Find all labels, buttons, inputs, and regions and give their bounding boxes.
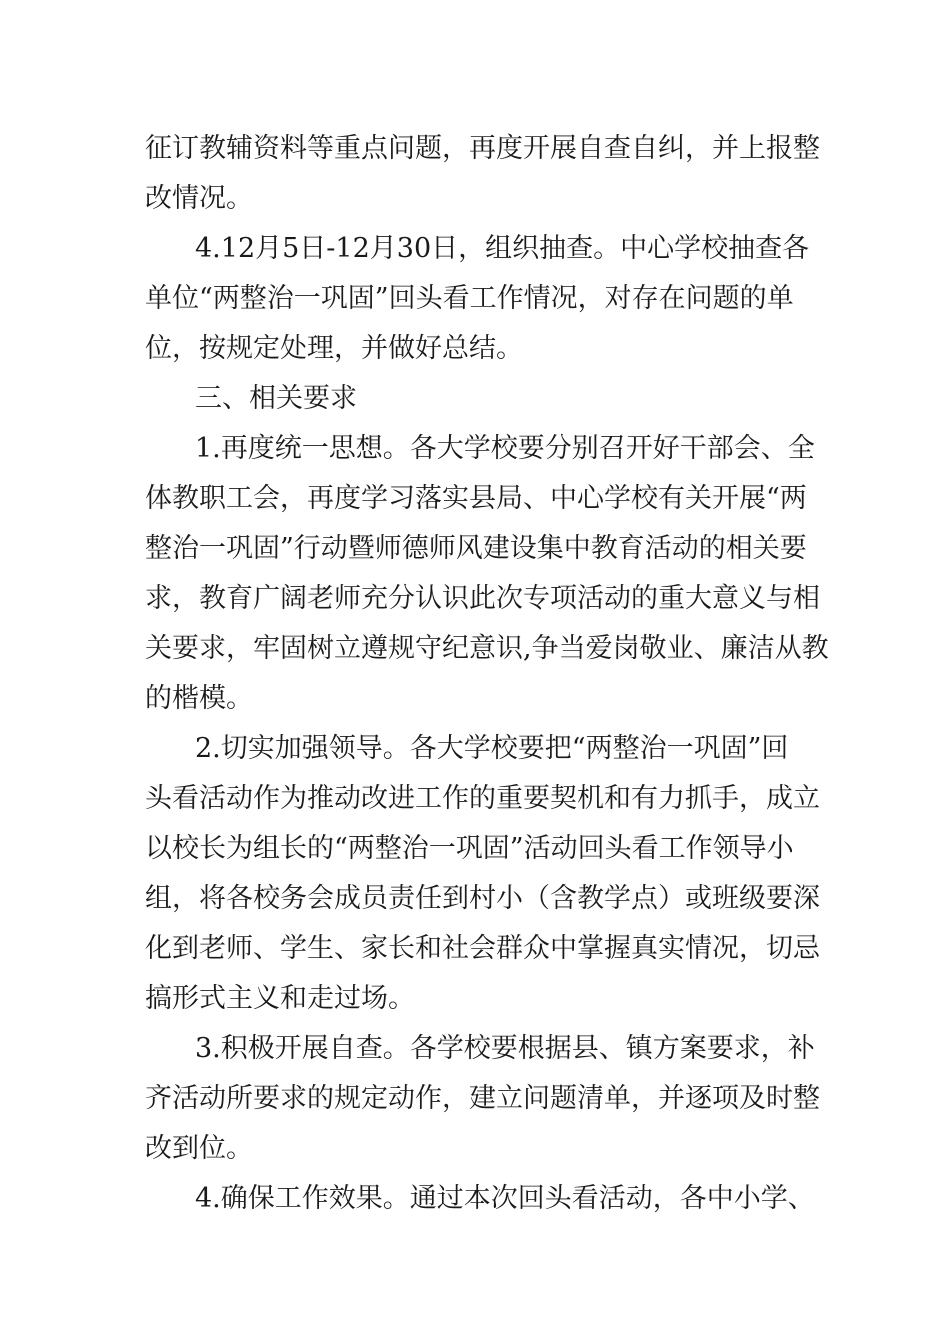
text-line: 4.12月5日-12月30日，组织抽查。中心学校抽查各 bbox=[195, 233, 810, 264]
text-line: 以校长为组长的“两整治一巩固”活动回头看工作领导小 bbox=[145, 833, 794, 864]
text-line: 求，教育广阔老师充分认识此次专项活动的重大意义与相 bbox=[145, 583, 820, 614]
text-line: 4.确保工作效果。通过本次回头看活动，各中小学、 bbox=[195, 1183, 815, 1214]
text-line: 3.积极开展自查。各学校要根据县、镇方案要求，补 bbox=[195, 1033, 815, 1064]
text-line: 组，将各校务会成员责任到村小（含教学点）或班级要深 bbox=[145, 883, 820, 914]
text-line: 体教职工会，再度学习落实县局、中心学校有关开展“两 bbox=[145, 483, 807, 514]
text-line: 头看活动作为推动改进工作的重要契机和有力抓手，成立 bbox=[145, 783, 820, 814]
text-line: 的楷模。 bbox=[145, 683, 253, 714]
text-line: 搞形式主义和走过场。 bbox=[145, 983, 415, 1014]
text-line: 齐活动所要求的规定动作，建立问题清单，并逐项及时整 bbox=[145, 1083, 820, 1114]
text-line: 1.再度统一思想。各大学校要分别召开好干部会、全 bbox=[195, 433, 815, 464]
text-line: 改到位。 bbox=[145, 1133, 253, 1164]
text-line: 2.切实加强领导。各大学校要把“两整治一巩固”回 bbox=[195, 733, 789, 764]
text-line: 单位“两整治一巩固”回头看工作情况，对存在问题的单 bbox=[145, 283, 794, 314]
text-line: 位，按规定处理，并做好总结。 bbox=[145, 333, 523, 364]
text-line: 整治一巩固”行动暨师德师风建设集中教育活动的相关要 bbox=[145, 533, 807, 564]
text-line: 征订教辅资料等重点问题，再度开展自查自纠，并上报整 bbox=[145, 133, 820, 164]
text-line: 改情况。 bbox=[145, 183, 253, 214]
text-line: 化到老师、学生、家长和社会群众中掌握真实情况，切忌 bbox=[145, 933, 820, 964]
section-heading: 三、相关要求 bbox=[195, 383, 357, 414]
text-line: 关要求，牢固树立遵规守纪意识,争当爱岗敬业、廉洁从教 bbox=[145, 633, 829, 664]
